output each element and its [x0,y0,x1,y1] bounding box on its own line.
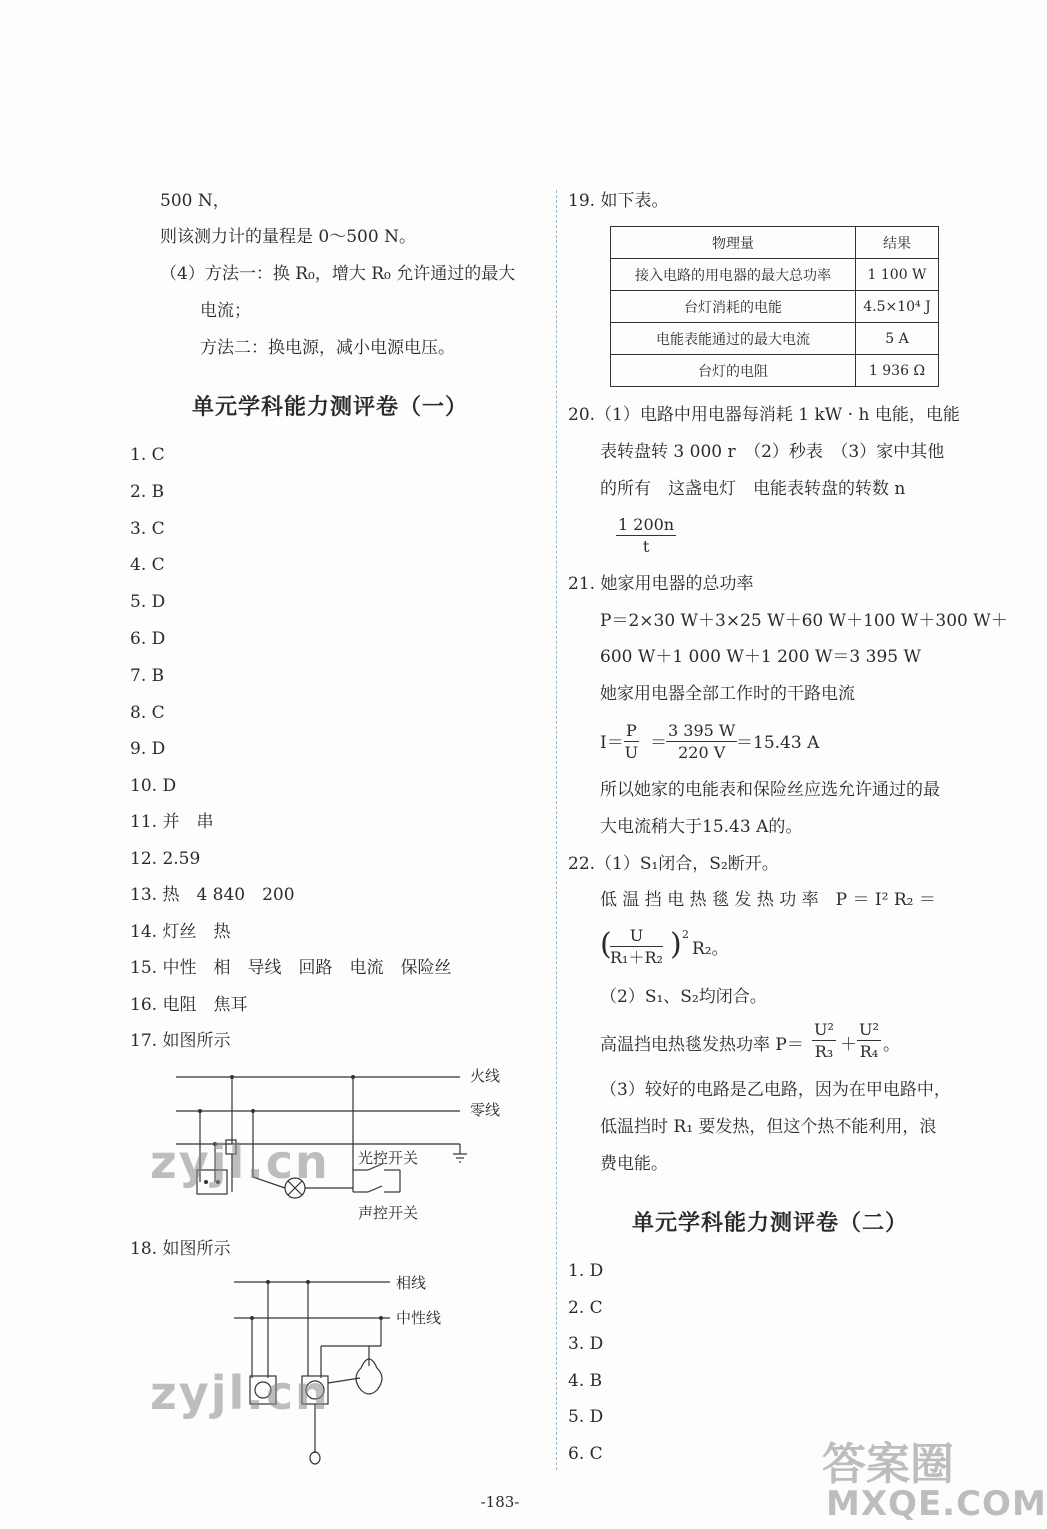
table-cell: 1 936 Ω [856,355,939,387]
answer-item: 5. D [130,592,166,612]
answer-item: 2. B [130,482,165,502]
answer-item: 6. D [130,629,166,649]
answer-item: 5. D [568,1407,604,1427]
table-header-row [611,227,939,259]
text-line: （4）方法一：换 R₀，增大 R₀ 允许通过的最大 [160,264,516,284]
table-cell: 接入电路的用电器的最大总功率 [611,259,856,291]
answer-item: 12. 2.59 [130,849,201,869]
numerator: 3 395 W [668,721,736,740]
answer-item: 11. 并 串 [130,812,214,832]
paren-open: ( [600,927,612,962]
table-cell: 台灯的电阻 [611,355,856,387]
table-row [611,323,939,355]
results-table [610,226,939,387]
table-row [611,259,939,291]
answer-item: 14. 灯丝 热 [130,922,231,942]
watermark: zyjl.cn [150,1366,330,1420]
table-row [611,291,939,323]
formula-part: 。 [883,1035,900,1055]
answer-item: 8. C [130,703,165,723]
table-row [611,355,939,387]
answer-item: 7. B [130,666,165,686]
watermark: zyjl.cn [150,1135,330,1189]
text-line: 费电能。 [600,1154,668,1174]
text-line: 方法二：换电源，减小电源电压。 [200,338,455,358]
denominator: R₄ [859,1042,879,1061]
formula-part: I＝ [600,733,624,753]
answer-item: 3. C [130,519,165,539]
label-live-wire: 火线 [470,1067,501,1085]
formula-part: R₂。 [692,939,729,959]
numerator: 1 200n [618,515,675,534]
label-sound-switch: 声控开关 [358,1204,419,1222]
text-line: 500 N， [160,191,230,211]
section-heading: 单元学科能力测评卷（二） [632,1211,909,1236]
text-line: 表转盘转 3 000 r （2）秒表 （3）家中其他 [600,442,945,462]
denominator: 220 V [678,743,726,762]
paren-close: ) [670,927,682,962]
text-line: 20.（1）电路中用电器每消耗 1 kW · h 电能，电能 [568,405,960,425]
text-line: 高温挡电热毯发热功率 P＝ [600,1035,804,1055]
corner-logo: 答案圈 [822,1439,954,1490]
numerator: U² [814,1020,834,1039]
text-line: 600 W＋1 000 W＋1 200 W＝3 395 W [600,647,921,667]
text-line: 则该测力计的量程是 0～500 N。 [160,227,416,247]
denominator: R₁＋R₂ [610,948,663,967]
page-number: -183- [480,1493,520,1511]
answer-item: 6. C [568,1444,603,1464]
answer-item: 13. 热 4 840 200 [130,885,295,905]
table-header-cell: 结果 [856,227,939,259]
answer-item: 9. D [130,739,166,759]
label-zero-wire: 零线 [470,1101,501,1119]
answer-item: 17. 如图所示 [130,1031,231,1051]
text-line: 的所有 这盏电灯 电能表转盘的转数 n [600,479,906,499]
section-heading: 单元学科能力测评卷（一） [192,395,469,420]
label-phase-wire: 相线 [396,1274,427,1292]
label-light-switch: 光控开关 [358,1149,419,1167]
fraction [624,723,639,761]
superscript: 2 [682,928,689,941]
answer-item: 10. D [130,776,177,796]
text-line: 电流； [200,301,251,321]
numerator: U² [859,1020,879,1039]
table-cell: 台灯消耗的电能 [611,291,856,323]
text-line: 低 温 挡 电 热 毯 发 热 功 率 P ＝ I² R₂ ＝ [600,890,936,910]
text-line: 低温挡时 R₁ 要发热，但这个热不能利用，浪 [600,1117,937,1137]
numerator: P [626,721,637,740]
corner-watermark: MXQE.COM [826,1484,1047,1524]
answer-item: 4. C [130,555,165,575]
text-line: 22.（1）S₁闭合，S₂断开。 [568,854,779,874]
answer-item: 1. C [130,445,165,465]
answer-item: 2. C [568,1298,603,1318]
table-cell: 4.5×10⁴ J [856,291,939,323]
answer-item: 15. 中性 相 导线 回路 电流 保险丝 [130,958,452,978]
fraction [857,1022,881,1060]
table-cell: 1 100 W [856,259,939,291]
text-line: （2）S₁、S₂均闭合。 [600,987,767,1007]
denominator: t [642,537,650,556]
answer-item: 4. B [568,1371,603,1391]
text-line: 大电流稍大于15.43 A的。 [600,817,803,837]
numerator: U [610,928,663,947]
formula-part: ＝15.43 A [736,733,820,753]
answer-item: 1. D [568,1261,604,1281]
text-line: P＝2×30 W＋3×25 W＋60 W＋100 W＋300 W＋ [600,611,1008,631]
table-header-cell: 物理量 [611,227,856,259]
text-line: （3）较好的电路是乙电路，因为在甲电路中， [600,1080,951,1100]
table-cell: 电能表能通过的最大电流 [611,323,856,355]
answer-item: 3. D [568,1334,604,1354]
text-line: 21. 她家用电器的总功率 [568,574,754,594]
fraction [616,517,676,555]
formula-part: ＋ [840,1035,857,1055]
label-neutral-wire: 中性线 [396,1309,442,1327]
fraction [812,1022,836,1060]
formula-part: ＝ [650,733,667,753]
text-line: 所以她家的电能表和保险丝应选允许通过的最 [600,780,940,800]
answer-item: 16. 电阻 焦耳 [130,995,248,1015]
fraction [610,928,663,966]
fraction [666,723,737,761]
answer-item: 18. 如图所示 [130,1239,231,1259]
denominator: R₃ [814,1042,834,1061]
column-divider [556,190,557,1470]
table-cell: 5 A [856,323,939,355]
question-19: 19. 如下表。 [568,191,669,211]
text-line: 她家用电器全部工作时的干路电流 [600,684,855,704]
denominator: U [624,743,639,762]
